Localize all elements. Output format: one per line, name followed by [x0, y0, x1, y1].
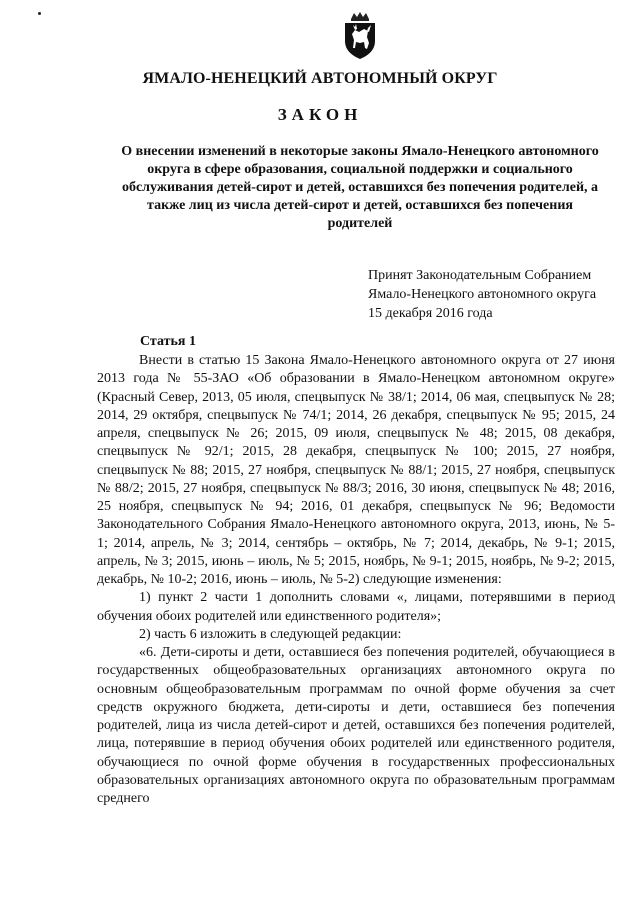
article-heading: Статья 1 — [140, 334, 196, 349]
scan-speck — [38, 12, 41, 15]
adoption-block — [368, 266, 596, 323]
article-paragraph: 1) пункт 2 части 1 дополнить словами «, лицами, потерявшими в период обучения обоих родителей или единственного родителя»; — [97, 590, 615, 624]
adoption-date: 15 декабря 2016 года — [368, 306, 493, 321]
document-type-title: ЗАКОН — [277, 105, 363, 124]
article-paragraph: Внести в статью 15 Закона Ямало-Ненецкого автономного округа от 27 июня 2013 года № 55-ЗАО «Об образовании в Ямало-Ненецком автономном округе» (Красный Север, 2013, 05 июля, спецвыпуск № 38/1; 2014, 06 мая, спецвыпуск № 28; 2014, 29 октября, спецвыпуск № 74/1; 2014, 26 декабря, спецвыпуск № 95; 2015, 24 апреля, спецвыпуск № 26; 2015, 09 июля, спецвыпуск № 48; 2015, 08 декабря, спецвыпуск № 92/1; 2015, 28 декабря, спецвыпуск № 100; 2015, 27 ноября, спецвыпуск № 88; 2015, 27 ноября, спецвыпуск № 88/1; 2015, 27 ноября, спецвыпуск № 88/2; 2015, 27 ноября, спецвыпуск № 88/3; 2016, 30 июня, спецвыпуск № 48; 2016, 25 ноября, спецвыпуск № 94; 2016, 01 декабря, спецвыпуск № 96; Ведомости Законодательного Собрания Ямало-Ненецкого автономного округа, 2013, июнь, № 5-1; 2014, апрель, № 3; 2014, сентябрь – октябрь, № 7; 2014, декабрь, № 9-1; 2015, апрель, № 3; 2015, июнь – июль, № 5; 2015, ноябрь, № 9-1; 2015, ноябрь, № 9-2; 2015, декабрь, № 10-2; 2016, июнь – июль, № 5-2) следующие изменения: — [97, 353, 615, 587]
article-paragraph: 2) часть 6 изложить в следующей редакции: — [139, 626, 402, 642]
region-name: ЯМАЛО-НЕНЕЦКИЙ АВТОНОМНЫЙ ОКРУГ — [142, 70, 498, 87]
article-body — [97, 352, 615, 808]
law-subject-title: О внесении изменений в некоторые законы Ямало-Ненецкого автономного округа в сфере образования, социальной поддержки и социального обслуживания детей-сирот и детей, оставшихся без попечения родителей, а также лиц из числа детей-сирот и детей, оставшихся без попечения родителей — [121, 144, 599, 231]
article-paragraph: «6. Дети-сироты и дети, оставшиеся без попечения родителей, обучающиеся в государственных общеобразовательных организациях автономного округа по основным общеобразовательным программам по очной форме обучения за счет средств окружного бюджета, дети-сироты и дети, оставшиеся без попечения родителей, лица из числа детей-сирот и детей, оставшихся без попечения родителей, лица, потерявшие в период обучения обоих родителей или единственного родителя, обучающиеся по очной форме обучения в государственных профессиональных образовательных организациях автономного округа по образовательным программам среднего — [97, 645, 615, 806]
adoption-line: Принят Законодательным Собранием — [368, 268, 592, 283]
coat-of-arms-emblem — [341, 10, 379, 60]
adoption-line: Ямало-Ненецкого автономного округа — [368, 287, 597, 302]
